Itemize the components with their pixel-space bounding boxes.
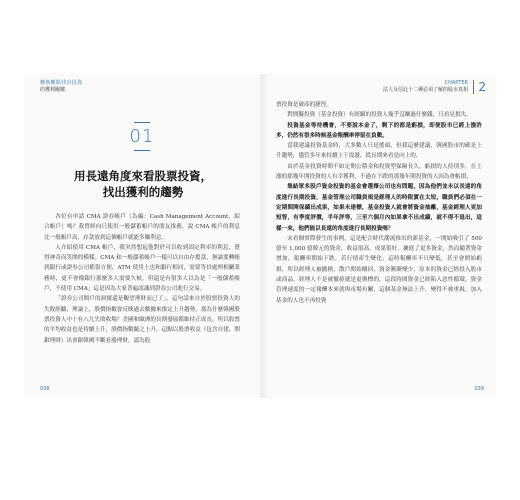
paragraph: 當我建議投資基金時，大多數人只是搖頭，但我這麼建議，韓國股市的確是上升趨勢，儘管多年來持續上下震盪，從長期來看是向上的。 [276,143,482,160]
paragraph: 對開擬投資（基金投資）有經驗的投資人幾乎沒賺過什麼錢，只看見損失。 [287,112,472,119]
paragraph: 人介紹使用 CMA 帳戶，我突然想起他對於可以收到固定利率的利息，覺得神奇而笑開的模樣。CMA 和一般儲蓄帳戶一樣可以自由存提款，無論要轉帳到銀行或證券公司都很方便，ATM 使用上也和銀行相同，需要等員處理相關業務時，更不會像銀行那麼多人需要久候，但還是有很多人以為是「一般儲蓄帳戶，不使用 CMA」這是因為大家普遍認識到證券公司進行交易。 [44,244,240,293]
title-line-2: 找出獲利的趨勢 [102,185,184,199]
paragraph: 宋看個實際發生的事例，這是配合時代潮流推出的新基金，一開始吸引了 500 億至 1,000 億韓元的資金，收益很高，成果很好，擴進了更多資金，然而隨著資金增加，報酬率開始下跌，若行情產生變化，這時報酬率不只變低，甚至會開始虧損，所以經理人被撤換，散戶開始贖回，資金漸漸變少，原本的資金已經投入股市或商品，經理人不是被撤掉就是更換標的，這段時間資金已經陷入惡性循環，資金管理速度的一定報酬本來就與市場有關，這個基金無法上升，變得不被重視，加入基金的人也不再投資 [276,235,482,304]
paragraph: 各位有申請 CMA 證券帳戶（為編：Cash Management Account，綜合帳戶）嗎？我曾經向只使用一般儲蓄帳戶的朋友推薦，說 CMA 帳戶的利息比一般帳戶高，存款放到這個帳戶就能多賺利息。 [44,214,240,241]
header-section-label: 轉換觀點找出投資 [40,80,83,86]
right-page [260,74,496,398]
chapter-number: 01 [124,126,160,147]
running-header-right [383,80,486,94]
emphasis-paragraph: 投資基金等待機會，不要說本金了，剩下的都是虧損，即便股市已經上漲許多，仍然有很多時候基金報酬率停留在負數。 [276,122,482,139]
left-page [24,74,260,398]
running-header-left [40,80,82,94]
header-chapter-title: 法人及信託十二種必須了解的股市真相 [382,87,468,93]
header-chapter-number: 2 [473,80,486,94]
page-number-left: 038 [40,386,50,392]
page-number-right: 039 [474,386,484,392]
page-title [52,168,234,200]
body-text-left [44,212,240,346]
title-line-1: 用長遠角度來看股票投資， [74,169,212,183]
header-chapter-label: CHAPTER [444,80,468,86]
body-text-right [276,100,482,306]
paragraph: 由於基金投資時間不如定期公積金和投資型保險長久，虧損的人持別多，在上漲的那幾年開投資的人有幸獲利，不過在下跌的那幾年開投資的人因為會虧損， [276,163,482,181]
book-spread [24,74,496,398]
emphasis-paragraph: 集結眾多股戶資金投資的基金會選擇公司也有問題，因為他們並未以長遠的角度進行長期投資，基金管理公司職員規是經理人的時限實在太短，職員們必須在一定期間開保績出成果，如果未達標，基金投資人就會將資金抽離，基金經理人更加短智，有季度評價，半年評等，三至六個月內如果拿不出成績，就不得不退出，這樣一來，他們能以長遠的角度進行長期投資嗎？ [276,184,482,232]
header-subtitle: 的獲利關鍵 [40,87,66,93]
paragraph: 票投資是破產的捷徑。 [276,102,332,108]
paragraph: 「證券公司開戶的洞窺還是觀望理財而已了」，這句話來自於股票投資人的失敗經驗，理論上，股價指數會反映過去數據來推定上升趨勢，那為什麼韓國股票投資人中十有八九失敗收場？美國和歐洲的長期發展都維持正成長，所以股票的平均收益也是持續上升，股價指數隨之上升，這點以股票收益（包含自建、開銀理財）出會跟韓國不斷看漲理財，認為股 [44,296,240,344]
